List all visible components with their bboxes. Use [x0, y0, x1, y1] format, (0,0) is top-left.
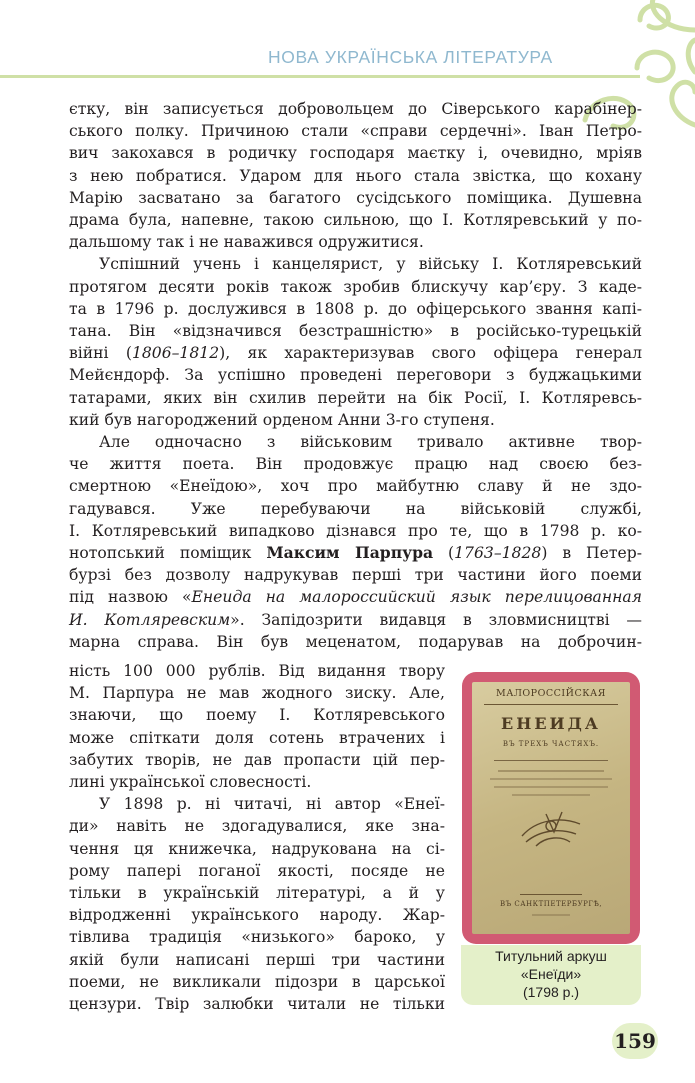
text-run: під назвою « [69, 588, 192, 607]
book-imprint: ВЪ САНКТПЕТЕРБУРГѢ, [499, 900, 603, 908]
text-line [69, 542, 642, 564]
text-line: че життя поета. Він продовжує працю над своєю без- [69, 455, 642, 474]
text-line: ди» навіть не здогадувалися, яке зна- [69, 817, 445, 836]
date-span: 1763–1828 [454, 544, 542, 563]
text-run: війні ( [69, 344, 132, 363]
person-name: Максим Парпура [266, 543, 434, 563]
text-line: чення ця книжечка, надрукована на сі- [69, 839, 445, 858]
text-line: драма була, напевне, такою сильною, що І. Котляревський у по- [69, 211, 642, 230]
book-title-italic: Енеида на малороссийский язык перелицованная [191, 588, 642, 607]
text-line: татарами, яких він схилив перейти на бік Росії, І. Котляревсь- [69, 388, 642, 407]
text-line: якій були написані перші три частини [69, 950, 445, 969]
body-text-wrapped [69, 660, 445, 1015]
text-line: забутих творів, не дав пропасти цій пер- [69, 750, 445, 769]
text-line [69, 342, 642, 364]
text-line: тана. Він «відзначився безстрашністю» в російсько-турецькій [69, 322, 642, 341]
text-line: єтку, він записується добровольцем до Сіверського карабінер- [69, 100, 642, 118]
text-line: марна справа. Він був меценатом, подарував на доброчин- [69, 632, 642, 651]
running-header: НОВА УКРАЇНСЬКА ЛІТЕРАТУРА [268, 47, 553, 67]
book-title-line: ЕНЕИДА [501, 714, 601, 733]
text-line: гадувався. Уже перебуваючи на військовій службі, [69, 499, 642, 518]
text-line: цензури. Твір залюбки читали не тільки [69, 995, 445, 1014]
header-rule [0, 75, 640, 78]
text-run: ) в Петер- [541, 544, 642, 563]
book-text-smudge [498, 770, 604, 772]
book-title-line: ВЪ ТРЕХЪ ЧАСТЯХЪ. [502, 740, 600, 748]
book-title-page-image [472, 682, 630, 934]
caption-line: (1798 р.) [522, 984, 580, 1000]
text-line: відродженні українського народу. Жар- [69, 906, 445, 925]
book-rule [494, 760, 608, 761]
text-run: ». Запідозрити видавця в зловмисництві — [230, 610, 642, 629]
book-rule [484, 704, 618, 705]
text-line: М. Парпура не мав жодного зиску. Але, [69, 684, 445, 703]
text-line: Мейєндорф. За успішно проведені переговори з буджацькими [69, 366, 642, 385]
text-line: поеми, не викликали підозри в царської [69, 972, 445, 991]
date-span: 1806–1812 [131, 344, 220, 363]
book-title-italic: И. Котляревским [69, 610, 231, 629]
text-line: вич закохався в родичку господаря маєтку і, очевидно, мріяв [69, 144, 642, 163]
text-line [69, 586, 642, 608]
text-run: ), як характеризував свого офіцера генерал [219, 344, 642, 363]
text-line: ність 100 000 рублів. Від видання твору [69, 662, 445, 680]
book-text-smudge [490, 778, 612, 780]
text-line: рому папері поганої якості, посяде не [69, 861, 445, 880]
text-line: смертною «Енеїдою», хоч про майбутню славу й не здо- [69, 477, 642, 496]
book-rule [520, 894, 582, 895]
text-line: може спіткати доля сотень втрачених і [69, 728, 445, 747]
text-line: Успішний учень і канцелярист, у війську І. Котляревський [99, 255, 642, 274]
text-line: тільки в українській літературі, а й у [69, 884, 445, 903]
figure-caption [461, 945, 641, 1005]
text-line: та в 1796 р. дослужився в 1808 р. до офіцерського звання капі- [69, 299, 642, 318]
text-line: І. Котляревський випадково дізнався про те, що в 1798 р. ко- [69, 521, 642, 540]
page-number: 159 [612, 1023, 658, 1059]
book-text-smudge [512, 794, 590, 796]
text-line [69, 609, 642, 631]
caption-line: «Енеїди» [520, 966, 582, 982]
picture-frame [462, 672, 640, 944]
text-line: тівлива традиція «низького» бароко, у [69, 928, 445, 947]
text-line: з нею побратися. Ударом для нього стала звістка, що кохану [69, 166, 642, 185]
book-title-line: МАЛОРОССІЙСКАЯ [496, 688, 606, 699]
body-text-full [69, 98, 642, 653]
text-line: ського полку. Причиною стали «справи сердечні». Іван Петро- [69, 122, 642, 141]
caption-line: Титульний аркуш [495, 948, 607, 964]
text-line: знаючи, що поему І. Котляревського [69, 706, 445, 725]
text-line: дальшому так і не наважився одружитися. [69, 233, 424, 252]
text-line: У 1898 р. ні читачі, ні автор «Енеї- [99, 795, 445, 814]
text-line: протягом десяти років також зробив блискучу кар’єру. З каде- [69, 277, 642, 296]
text-line: бурзі без дозволу надрукував перші три частини його поеми [69, 566, 642, 585]
book-text-smudge [494, 786, 608, 788]
text-line: кий був нагороджений орденом Анни 3-го ступеня. [69, 410, 495, 429]
book-text-smudge [532, 914, 570, 916]
text-line: Але одночасно з військовим тривало активне твор- [99, 433, 642, 452]
text-run: ( [433, 544, 455, 563]
text-line: Марію засватано за багатого сусідського поміщика. Душевна [69, 188, 642, 207]
book-vignette-icon [516, 806, 586, 850]
text-run: нотопський поміщик [69, 544, 267, 563]
text-line: лині української словесності. [69, 773, 312, 792]
